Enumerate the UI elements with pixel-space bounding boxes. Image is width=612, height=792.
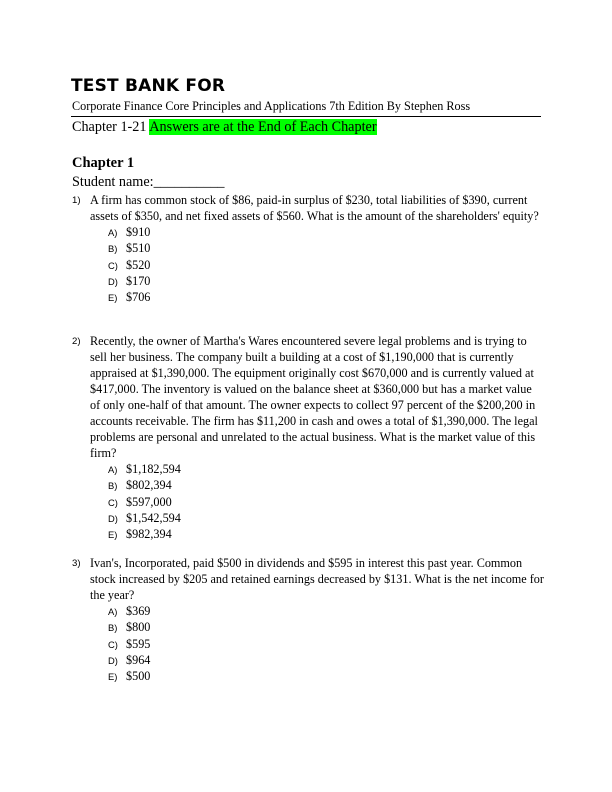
option-c: C) $595 xyxy=(108,636,151,651)
test-bank-title: TEST BANK FOR xyxy=(71,76,226,96)
question-number: 3) xyxy=(72,558,81,569)
question-3 xyxy=(72,555,544,684)
option-a: A) $369 xyxy=(108,604,151,618)
chapter-range-line xyxy=(72,119,377,136)
option-d: D) $1,542,594 xyxy=(108,510,181,525)
question-number: 1) xyxy=(72,195,81,206)
option-c: C) $520 xyxy=(108,257,151,272)
option-b: B) $802,394 xyxy=(108,478,172,493)
option-b: B) $510 xyxy=(108,241,151,256)
option-e: E) $982,394 xyxy=(108,527,172,542)
option-d: D) $964 xyxy=(108,652,151,667)
chapter-heading: Chapter 1 xyxy=(72,155,135,171)
option-a: A) $1,182,594 xyxy=(108,462,181,476)
question-text: Recently, the owner of Martha's Wares encountered severe legal problems and is trying to sell her business. The company built a building at a cost of $1,190,000 that is currently appraised at $1,390,000. The equipment originally cost $670,000 and is currently valued at $417,000. The inventory is valued on the balance sheet at $360,000 but has a market value of only one-half of that amount. The owner expects to collect 97 percent of the $200,200 in accounts receivable. The firm has $11,200 in cash and owes a total of $1,390,000. The legal problems are personal and unrelated to the actual business. What is the market value of this firm? xyxy=(90,334,538,460)
question-number: 2) xyxy=(72,336,81,347)
student-name-label: Student name:__________ xyxy=(72,174,225,190)
option-b: B) $800 xyxy=(108,620,151,635)
option-c: C) $597,000 xyxy=(108,494,172,509)
question-text: Ivan's, Incorporated, paid $500 in dividends and $595 in interest this past year. Common stock increased by $205 and retained earnings decreased by $131. What is the net income for the year? xyxy=(90,556,544,602)
chapter-range: Chapter 1-21 xyxy=(72,119,147,135)
question-1 xyxy=(72,192,544,305)
answer-options xyxy=(108,603,544,684)
question-text: A firm has common stock of $86, paid-in surplus of $230, total liabilities of $390, current assets of $350, and net fixed assets of $560. What is the amount of the shareholders' equity? xyxy=(90,193,539,223)
header-divider xyxy=(71,116,541,117)
option-e: E) $500 xyxy=(108,669,151,684)
option-d: D) $170 xyxy=(108,273,151,288)
question-2 xyxy=(72,333,544,542)
option-a: A) $910 xyxy=(108,225,151,239)
answer-options xyxy=(108,461,544,542)
answer-options xyxy=(108,224,544,305)
answers-note: Answers are at the End of Each Chapter xyxy=(149,119,377,135)
book-subtitle: Corporate Finance Core Principles and Applications 7th Edition By Stephen Ross xyxy=(72,99,471,113)
option-e: E) $706 xyxy=(108,290,151,305)
